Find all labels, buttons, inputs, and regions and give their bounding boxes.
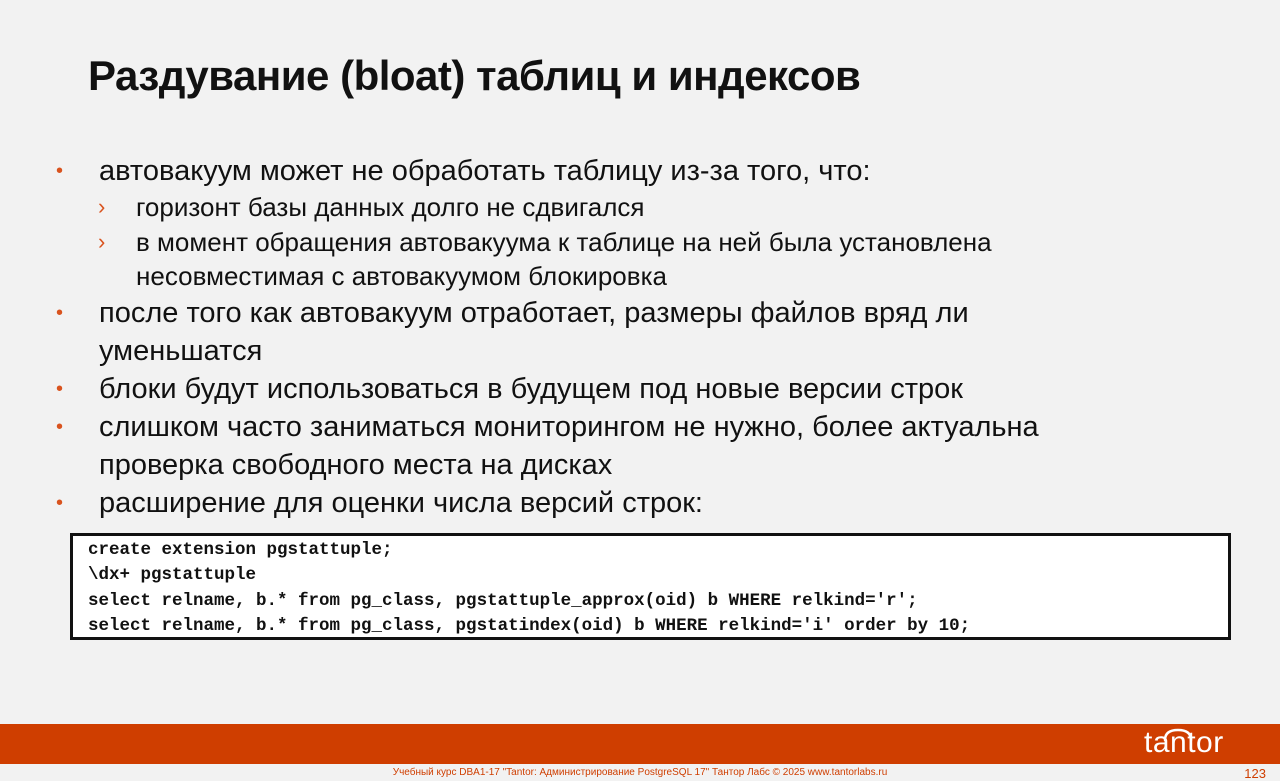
sub-bullet-item [0,190,1280,225]
bullet-item [0,370,1280,408]
bullet-text: после того как автовакуум отработает, размеры файлов вряд ли [99,296,969,329]
bullet-item [0,484,1280,522]
bullet-icon: • [56,491,64,514]
bullet-item [0,408,1280,446]
bullet-icon: • [56,415,64,438]
bullet-item [0,294,1280,332]
bullet-text: слишком часто заниматься мониторингом не нужно, более актуальна [99,410,1039,443]
bullet-text: автовакуум может не обработать таблицу из-за того, что: [99,155,871,187]
code-line: select relname, b.* from pg_class, pgstatindex(oid) b WHERE relkind='i' order by 10; [88,615,971,636]
code-line: select relname, b.* from pg_class, pgstattuple_approx(oid) b WHERE relkind='r'; [88,590,918,611]
sub-bullet-text: в момент обращения автовакуума к таблице на ней была установлена [136,226,992,257]
bullet-text: проверка свободного места на дисках [99,448,613,481]
sub-bullet-continuation [0,259,1280,294]
bullet-text: расширение для оценки числа версий строк: [99,486,703,519]
page-number: 123 [1244,766,1266,781]
bullet-text: уменьшатся [99,334,263,367]
bullet-text: блоки будут использоваться в будущем под новые версии строк [99,372,963,405]
tantor-logo: tantor [1144,726,1224,759]
code-block [70,533,1231,640]
bullet-icon: • [56,160,64,182]
code-line: \dx+ pgstattuple [88,565,257,586]
bullet-icon: • [56,301,64,324]
bullet-list [0,152,1280,522]
sub-bullet-text: горизонт базы данных долго не сдвигался [136,192,645,222]
footer-caption: Учебный курс DBA1-17 "Tantor: Администрирование PostgreSQL 17" Тантор Лабс © 2025 www.tantorlabs.ru [392,767,888,778]
bullet-continuation [0,332,1280,370]
sub-bullet-text: несовместимая с автовакуумом блокировка [136,261,667,291]
footer-bar [0,724,1280,764]
bullet-icon: • [56,377,64,400]
slide-title: Раздувание (bloat) таблиц и индексов [88,52,861,99]
chevron-right-icon: › [98,194,106,219]
chevron-right-icon: › [98,228,106,254]
bullet-continuation [0,446,1280,484]
bullet-item [0,152,1280,190]
code-line: create extension pgstattuple; [88,540,393,560]
sub-bullet-item [0,225,1280,260]
